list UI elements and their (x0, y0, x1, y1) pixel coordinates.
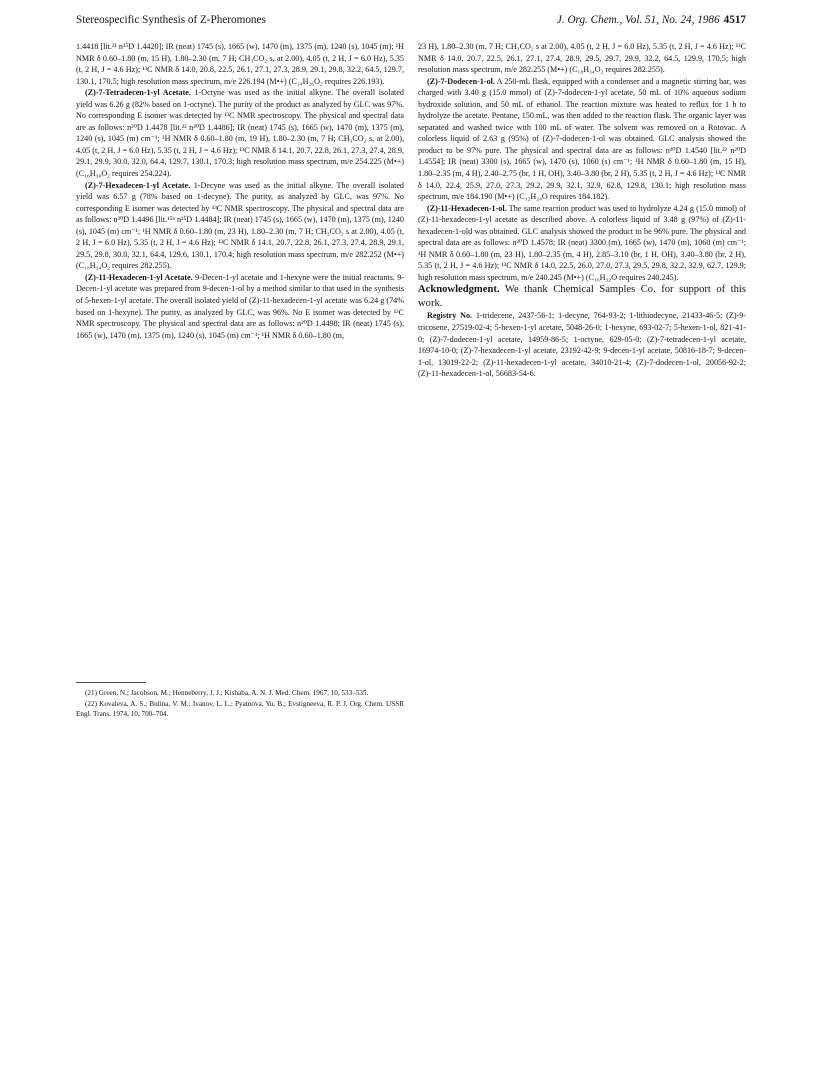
section-title: (Z)-7-Dodecen-1-ol. (427, 76, 495, 86)
journal-name: J. Org. Chem., Vol. 51, No. 24, 1986 (556, 14, 720, 26)
section-title: (Z)-11-Hexadecen-1-yl Acetate. (85, 272, 193, 282)
section-title: (Z)-7-Tetradecen-1-yl Acetate. (85, 88, 191, 98)
acknowledgment-title: Acknowledgment. (418, 284, 500, 296)
paragraph-hexadecenol (418, 203, 746, 284)
paragraph-continued: 23 H), 1.80–2.30 (m, 7 H; CH₃CO₂ s at 2.00), 4.05 (t, 2 H, J = 6.0 Hz), 5.35 (t, 2 H, J = 4.6 Hz); ¹³C NMR δ 14.0, 20.7, 22.5, 26.1, 27.1, 27.4, 28.9, 29.5, 29.7, 29.9, 32.2, 64.5, 129.9, 170.5; high resolution mass spectrum, m/e 282.255 (M•+) (C₁₈H₃₄O₂ requires 282.255). (418, 42, 746, 75)
footnote-21: (21) Green, N.; Jacobson, M.; Henneberry, J. J.; Kishaba, A. N. J. Med. Chem. 1967, 10, 533–535. (85, 689, 369, 697)
paragraph-tetradecenyl-acetate (76, 87, 404, 179)
acknowledgment-body: We thank Chemical Samples Co. for support of this work. (418, 284, 746, 309)
page-number: 4517 (723, 14, 746, 26)
paragraph-body: 1-Decyne was used as the initial alkyne. The overall isolated yield was 6.57 g (78% based on 1-decyne). The purity, as analyzed by GLC, was 97%. No corresponding E isomer was detected by ¹³C NMR spectroscopy. The physical and spectral data are as follows: n²⁰D 1.4496 [lit.¹⁵ᵇ n²⁵D 1.4484]; IR (neat) 1745 (s), 1665 (w), 1470 (m), 1375 (m), 1240 (s), 1045 (m) cm⁻¹; ¹H NMR δ 0.60–1.80 (m, 23 H), 1.80–2.30 (m, 7 H; CH₃CO₂ s at 2.00), 4.05 (t, 2 H, J = 6.0 Hz), 5.35 (t, 2 H, J = 4.6 Hz); ¹³C NMR δ 14.1, 20.7, 22.8, 26.1, 27.3, 27.4, 28.9, 29.1, 29.5, 29.8, 30.0, 32.1, 64.4, 129.6, 130.1, 170.4; high resolution mass spectrum, m/e 282.252 (M•+) (C₁₈H₃₄O₂ requires 282.255). (76, 180, 404, 271)
journal-citation (557, 14, 746, 26)
paragraph-dodecenol (418, 76, 746, 203)
right-column (418, 41, 746, 380)
registry-title: Registry No. (427, 311, 473, 321)
paragraph-body: 1-Octyne was used as the initial alkyne. The overall isolated yield was 6.26 g (82% based on 1-octyne). The purity of the product as analyzed by GLC was 97%. No corresponding E isomer was detected by ¹³C NMR spectroscopy. The physical and spectral data are as follows: n²⁰D 1.4478 [lit.²² n²⁰D 1.4486]; IR (neat) 1745 (s), 1665 (w), 1470 (m), 1375 (m), 1240 (s), 1045 (m) cm⁻¹; ¹H NMR δ 0.60–1.80 (m, 19 H), 1.80–2.30 (m, 7 H; CH₃CO₂ s, at 2.00), 4.05 (t, 2 H, J = 6.0 Hz), 5.35 (t, 2 H, J = 4.6 Hz); ¹³C NMR δ 14.1, 20.7, 22.8, 26.1, 27.3, 27.4, 28.9, 29.1, 29.9, 30.0, 32.0, 64.4, 129.7, 130.1, 170.3; high resolution mass spectrum, m/e 254.225 (M•+) (C₁₆H₃₀O₂ requires 254.224). (76, 88, 404, 179)
paragraph-body: A 250-mL flask, equipped with a condenser and a magnetic stirring bar, was charged with 3.40 g (15.0 mmol) of (Z)-7-dodecen-1-yl acetate, 50 mL of 10% aqueous sodium hydroxide solution, and 50 mL of ethanol. The reaction mixture was heated to reflux for 1 h to hydrolyze the acetate. Pentane, 150 mL, was then added to the reaction flask. The organic layer was separated and washed twice with 100 mL of water. The solvent was removed on a Rotovac. A colorless liquid of 2.63 g (95%) of (Z)-7-dodecen-1-ol was obtained. GLC analysis showed the product to be 97% pure. The physical and spectral data are as follows: n²⁰D 1.4540 [lit.²² n²⁰D 1.4554]; IR (neat) 3300 (s), 1665 (w), 1470 (s), 1060 (s) cm⁻¹; ¹H NMR δ 0.60–1.80 (m, 15 H), 1.80–2.35 (m, 4 H), 2.40–2.75 (br, 1 H, OH), 3.40–3.80 (br, 2 H), 5.35 (t, 2 H, J = 4.6 Hz); ¹³C NMR δ 14.0, 22.4, 25.9, 27.0, 27.3, 29.2, 29.9, 32.1, 32.9, 62.8, 129.8, 130.1; high resolution mass spectrum, m/e 184.190 (M•+) (C₁₂H₂₄O requires 184.182). (418, 76, 746, 202)
registry-numbers (418, 310, 746, 379)
paragraph-11-hexadecenyl-acetate (76, 272, 404, 341)
registry-body: 1-tridecene, 2437-56-1; 1-decyne, 764-93-2; 1-lithiodecyne, 21433-46-5; (Z)-9-tricosene, 27519-02-4; 5-hexen-1-yl acetate, 5048-26-0; 1-hexyne, 693-02-7; 5-hexen-1-ol, 821-41-0; (Z)-7-dodecen-1-yl acetate, 14959-86-5; 1-octyne, 629-05-0; (Z)-7-tetradecen-1-yl acetate, 16974-10-0; (Z)-7-hexadecen-1-yl acetate, 23192-42-9; 9-decen-1-yl acetate, 50816-18-7; 9-decen-1-ol, 13019-22-2; (Z)-11-hexadecen-1-yl acetate, 34010-21-4; (Z)-7-dodecen-1-ol, 20056-92-2; (Z)-11-hexadecen-1-ol, 56683-54-6. (418, 311, 746, 379)
page-header (76, 14, 746, 30)
footnote-divider (76, 682, 146, 683)
footnote-22: (22) Kovaleva, A. S.; Bulina, V. M.; Ivanov, L. L.; Pyatnova, Yu. B.; Evstigneeva, R. P. J. Org. Chem. USSR Engl. Trans. 1974, 10, 700–704. (76, 700, 404, 719)
section-title: (Z)-11-Hexadecen-1-ol. (427, 203, 507, 213)
paragraph-body: The same reaction product was used to hydrolyze 4.24 g (15.0 mmol) of (Z)-11-hexadecen-1-yl acetate as described above. A colorless liquid of 3.48 g (97%) of (Z)-11-hexadecen-1-old was obtained. GLC analysis showed the product to be 96% pure. The physical and spectral data are as follows: n²⁰D 1.4578; IR (neat) 3300 (m), 1665 (w), 1470 (m), 1060 (m) cm⁻¹; ¹H NMR δ 0.60–1.80 (m, 23 H), 1.80–2.35 (m, 4 H), 2.85–3.10 (br, 1 H, OH), 3.40–3.80 (br, 2 H), 5.35 (t, 2 H, J = 4.6 Hz); ¹³C NMR δ 14.0, 22.5, 26.0, 27.0, 27.3, 29.5, 29.8, 32.2, 32.9, 62.7, 129.9; high resolution mass spectrum, m/e 240.245 (M•+) (C₁₆H₃₂O requires 240.245). (418, 203, 746, 282)
paragraph-body: 9-Decen-1-yl acetate and 1-hexyne were the initial reactants. 9-Decen-1-yl acetate was prepared from 9-decen-1-ol by a method similar to that used in the synthesis of 5-hexen-1-yl acetate. The overall isolated yield of (Z)-11-hexadecen-1-yl acetate was 6.24 g (74% based on 1-hexyne). The purity, as analyzed by GLC, was 96%. No E isomer was detected by ¹³C NMR spectroscopy. The physical and spectral data are as follows: n²⁰D 1.4498; IR (neat) 1745 (s), 1665 (w), 1470 (m), 1375 (m), 1240 (s), 1045 (m) cm⁻¹; ¹H NMR δ 0.60–1.80 (m, (76, 272, 404, 340)
section-title: (Z)-7-Hexadecen-1-yl Acetate. (85, 180, 191, 190)
acknowledgment (418, 283, 746, 310)
paragraph-continued: 1.4418 [lit.²¹ n²⁵D 1.4420]; IR (neat) 1745 (s), 1665 (w), 1470 (m), 1375 (m), 1240 (s), 1045 (m); ¹H NMR δ 0.60–1.80 (m, 15 H), 1.80–2.30 (m, 7 H; CH₃CO₂ s, at 2.00), 4.05 (t, 2 H, J = 6.0 Hz), 5.35 (t, 2 H, J = 4.6 Hz); ¹³C NMR δ 14.0, 20.8, 22.5, 26.1, 27.1, 27.3, 28.9, 29.1, 29.8, 32.2, 64.5, 129.7, 130.1, 170.5; high resolution mass spectrum, m/e 226.194 (M•+) (C₁₄H₂₆O₂ requires 226.193). (76, 42, 404, 86)
left-column (76, 41, 404, 341)
footnotes (76, 688, 404, 721)
paragraph-hexadecenyl-acetate (76, 180, 404, 272)
running-title: Stereospecific Synthesis of Z-Pheromones (76, 14, 266, 26)
